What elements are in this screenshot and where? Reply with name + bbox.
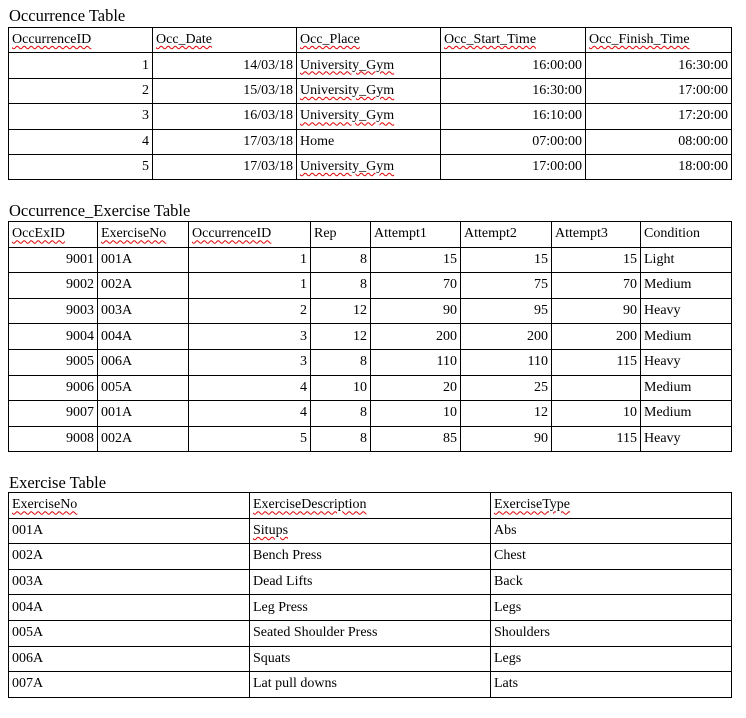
exercise-table-column-header: [491, 493, 732, 519]
table-cell: 90: [461, 426, 552, 452]
table-cell: Squats: [250, 646, 491, 672]
occurrence-exercise-table-column-header: [311, 222, 371, 248]
table-cell: 18:00:00: [586, 154, 732, 179]
table-cell: 3: [189, 349, 311, 375]
table-cell: University_Gym: [297, 78, 441, 103]
table-row: [9, 620, 732, 646]
table-cell: Heavy: [641, 349, 732, 375]
table-cell: [552, 375, 641, 401]
table-cell: Lat pull downs: [250, 672, 491, 698]
table-cell: 95: [461, 298, 552, 324]
exercise-table: [8, 492, 732, 698]
table-cell: 002A: [98, 426, 189, 452]
table-cell: 4: [189, 375, 311, 401]
occurrence-table-column-header: [9, 28, 153, 53]
table-cell: Bench Press: [250, 544, 491, 570]
table-cell: 25: [461, 375, 552, 401]
occurrence-table-column-header: [153, 28, 297, 53]
occurrence-table: [8, 27, 732, 180]
column-header-label: OccExID: [12, 226, 65, 242]
table-cell: Back: [491, 569, 732, 595]
table-cell: 007A: [9, 672, 250, 698]
table-cell: 90: [371, 298, 461, 324]
table-cell: 70: [552, 273, 641, 299]
table-cell: 9006: [9, 375, 98, 401]
table-cell: 17/03/18: [153, 129, 297, 154]
occurrence-table-column-header: [586, 28, 732, 53]
column-header-label: Attempt3: [555, 226, 608, 242]
table-row: [9, 375, 732, 401]
table-cell: 75: [461, 273, 552, 299]
column-header-label: Occ_Finish_Time: [589, 32, 690, 48]
table-cell: 2: [189, 298, 311, 324]
table-cell: 12: [311, 298, 371, 324]
table-cell: 90: [552, 298, 641, 324]
occurrence-exercise-table: [8, 221, 732, 452]
table-cell: 85: [371, 426, 461, 452]
table-cell: Seated Shoulder Press: [250, 620, 491, 646]
table-cell: 12: [311, 324, 371, 350]
table-cell: 17:00:00: [441, 154, 586, 179]
table-cell: 001A: [9, 518, 250, 544]
table-cell: 20: [371, 375, 461, 401]
exercise-table-column-header: [9, 493, 250, 519]
table-cell: 002A: [9, 544, 250, 570]
table-cell: 115: [552, 426, 641, 452]
column-header-label: Occ_Start_Time: [444, 32, 537, 48]
table-cell: Dead Lifts: [250, 569, 491, 595]
table-cell: 70: [371, 273, 461, 299]
column-header-label: ExerciseType: [494, 497, 570, 513]
exercise-table-caption: Exercise Table: [9, 473, 107, 492]
table-cell: Chest: [491, 544, 732, 570]
occurrence-exercise-table-column-header: [371, 222, 461, 248]
table-cell: 15: [552, 247, 641, 273]
table-cell: 15: [461, 247, 552, 273]
column-header-label: Attempt2: [464, 226, 517, 242]
occurrence-exercise-table-caption: Occurrence_Exercise Table: [9, 201, 191, 220]
occurrence-exercise-table-column-header: [9, 222, 98, 248]
exercise-table-column-header: [250, 493, 491, 519]
column-header-label: ExerciseDescription: [253, 497, 367, 513]
table-cell: University_Gym: [297, 154, 441, 179]
table-cell: Situps: [250, 518, 491, 544]
table-cell: University_Gym: [297, 53, 441, 78]
table-cell: 9008: [9, 426, 98, 452]
table-cell: 4: [9, 129, 153, 154]
table-cell: 14/03/18: [153, 53, 297, 78]
column-header-label: ExerciseNo: [101, 226, 167, 242]
table-cell: 200: [552, 324, 641, 350]
table-cell: 004A: [98, 324, 189, 350]
table-cell: 16/03/18: [153, 104, 297, 129]
occurrence-exercise-table-header-row: [9, 222, 732, 248]
table-cell: 006A: [98, 349, 189, 375]
table-cell: 001A: [98, 401, 189, 427]
table-cell: Lats: [491, 672, 732, 698]
table-cell: 17:20:00: [586, 104, 732, 129]
table-cell: 200: [371, 324, 461, 350]
occurrence-table-header-row: [9, 28, 732, 53]
table-cell: 110: [461, 349, 552, 375]
table-cell: 001A: [98, 247, 189, 273]
table-cell: Medium: [641, 273, 732, 299]
table-cell: University_Gym: [297, 104, 441, 129]
table-cell: 8: [311, 247, 371, 273]
table-cell: 10: [552, 401, 641, 427]
table-cell: 005A: [9, 620, 250, 646]
table-cell: 15: [371, 247, 461, 273]
table-row: [9, 569, 732, 595]
occurrence-table-caption: Occurrence Table: [9, 6, 126, 25]
table-cell: 110: [371, 349, 461, 375]
table-cell: 200: [461, 324, 552, 350]
column-header-label: OccurrenceID: [12, 32, 92, 48]
table-cell: 4: [189, 401, 311, 427]
table-row: [9, 247, 732, 273]
table-cell: 5: [9, 154, 153, 179]
table-row: [9, 53, 732, 78]
table-cell: 9002: [9, 273, 98, 299]
table-row: [9, 324, 732, 350]
table-cell: 9007: [9, 401, 98, 427]
occurrence-table-column-header: [441, 28, 586, 53]
table-cell: 002A: [98, 273, 189, 299]
column-header-label: Condition: [644, 226, 701, 242]
table-cell: 1: [189, 273, 311, 299]
table-cell: 004A: [9, 595, 250, 621]
occurrence-table-column-header: [297, 28, 441, 53]
table-cell: 16:30:00: [586, 53, 732, 78]
table-row: [9, 401, 732, 427]
table-cell: 12: [461, 401, 552, 427]
column-header-label: Rep: [314, 226, 337, 242]
table-cell: 006A: [9, 646, 250, 672]
table-cell: 003A: [9, 569, 250, 595]
table-cell: 8: [311, 273, 371, 299]
occurrence-exercise-table-column-header: [461, 222, 552, 248]
table-cell: 8: [311, 349, 371, 375]
table-cell: 9005: [9, 349, 98, 375]
table-cell: Abs: [491, 518, 732, 544]
table-row: [9, 518, 732, 544]
table-cell: 10: [371, 401, 461, 427]
table-cell: Leg Press: [250, 595, 491, 621]
table-cell: Medium: [641, 375, 732, 401]
table-cell: 8: [311, 401, 371, 427]
table-cell: Heavy: [641, 298, 732, 324]
occurrence-exercise-table-column-header: [641, 222, 732, 248]
table-cell: 1: [189, 247, 311, 273]
column-header-label: Attempt1: [374, 226, 427, 242]
table-cell: Light: [641, 247, 732, 273]
table-cell: 8: [311, 426, 371, 452]
table-row: [9, 104, 732, 129]
table-row: [9, 154, 732, 179]
table-row: [9, 672, 732, 698]
occurrence-exercise-table-column-header: [189, 222, 311, 248]
table-cell: 07:00:00: [441, 129, 586, 154]
table-cell: Heavy: [641, 426, 732, 452]
table-row: [9, 349, 732, 375]
table-row: [9, 129, 732, 154]
table-cell: 16:10:00: [441, 104, 586, 129]
column-header-label: ExerciseNo: [12, 497, 78, 513]
table-cell: 9004: [9, 324, 98, 350]
table-row: [9, 426, 732, 452]
table-cell: 1: [9, 53, 153, 78]
column-header-label: Occ_Place: [300, 32, 360, 48]
table-cell: Shoulders: [491, 620, 732, 646]
table-cell: 15/03/18: [153, 78, 297, 103]
table-cell: 005A: [98, 375, 189, 401]
table-cell: 5: [189, 426, 311, 452]
table-row: [9, 544, 732, 570]
table-cell: 16:30:00: [441, 78, 586, 103]
table-row: [9, 595, 732, 621]
exercise-table-header-row: [9, 493, 732, 519]
table-cell: 9001: [9, 247, 98, 273]
table-cell: 2: [9, 78, 153, 103]
table-cell: Medium: [641, 324, 732, 350]
occurrence-exercise-table-column-header: [98, 222, 189, 248]
table-cell: Medium: [641, 401, 732, 427]
table-cell: 3: [189, 324, 311, 350]
table-cell: Legs: [491, 595, 732, 621]
table-cell: 10: [311, 375, 371, 401]
table-cell: 115: [552, 349, 641, 375]
table-cell: 16:00:00: [441, 53, 586, 78]
table-cell: 9003: [9, 298, 98, 324]
table-row: [9, 78, 732, 103]
table-cell: 003A: [98, 298, 189, 324]
table-cell: 3: [9, 104, 153, 129]
occurrence-exercise-table-column-header: [552, 222, 641, 248]
table-cell: 17:00:00: [586, 78, 732, 103]
column-header-label: Occ_Date: [156, 32, 212, 48]
table-row: [9, 646, 732, 672]
table-row: [9, 298, 732, 324]
table-cell: Home: [297, 129, 441, 154]
table-cell: 17/03/18: [153, 154, 297, 179]
table-row: [9, 273, 732, 299]
column-header-label: OccurrenceID: [192, 226, 272, 242]
table-cell: 08:00:00: [586, 129, 732, 154]
table-cell: Legs: [491, 646, 732, 672]
